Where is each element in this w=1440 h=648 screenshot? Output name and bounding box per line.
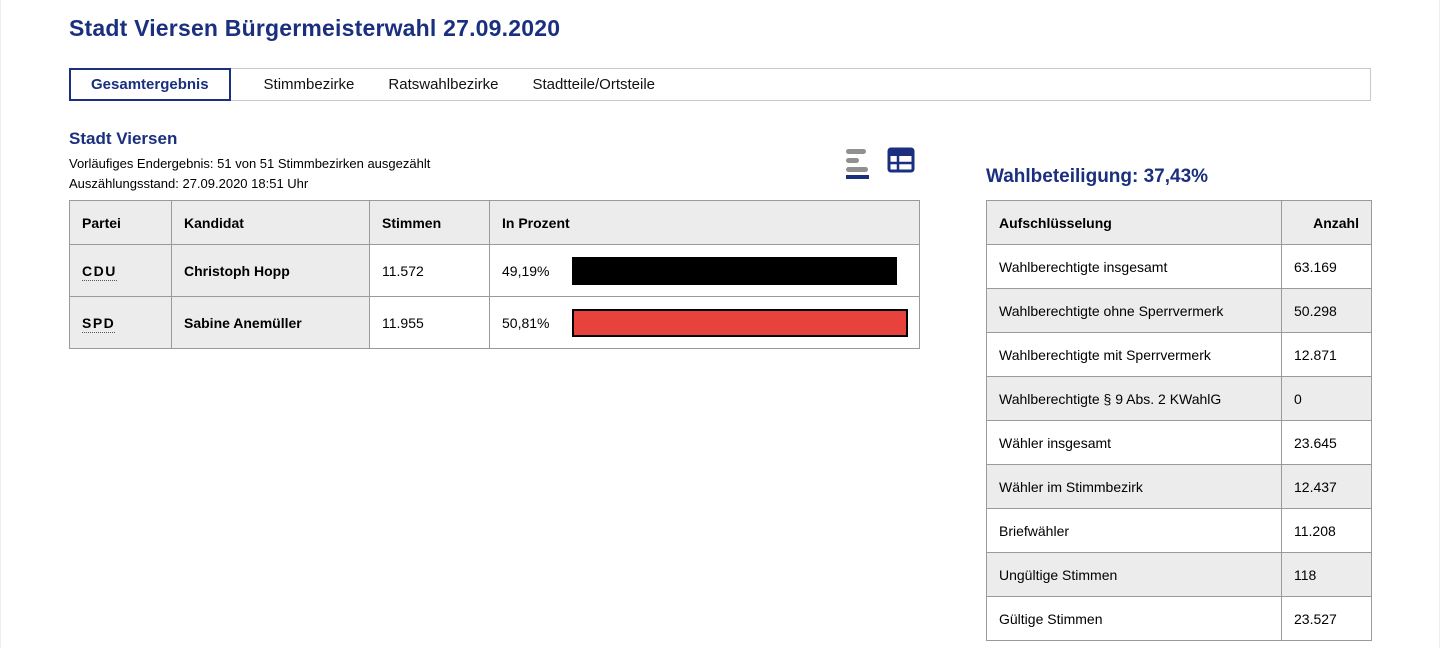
turnout-label: Wähler im Stimmbezirk [987,465,1282,509]
turnout-row [987,377,1372,421]
turnout-row [987,465,1372,509]
turnout-header-row [987,201,1372,245]
turnout-label: Gültige Stimmen [987,597,1282,641]
tab-stadtteile-ortsteile[interactable] [515,69,672,100]
page-title: Stadt Viersen Bürgermeisterwahl 27.09.2020 [69,15,561,41]
turnout-value: 12.871 [1282,333,1372,377]
results-table [69,200,920,349]
turnout-value: 0 [1282,377,1372,421]
status-counted: Vorläufiges Endergebnis: 51 von 51 Stimmbezirken ausgezählt [69,156,431,171]
turnout-value: 11.208 [1282,509,1372,553]
result-bar-cdu [572,257,897,285]
tab-bar [69,68,1371,101]
turnout-label: Briefwähler [987,509,1282,553]
party-abbr: CDU [82,262,117,279]
col-header-in-prozent: In Prozent [490,201,920,245]
turnout-label: Ungültige Stimmen [987,553,1282,597]
candidate-cell: Christoph Hopp [172,245,370,297]
turnout-value: 23.527 [1282,597,1372,641]
results-table-container [69,200,920,349]
result-bar-spd [572,309,908,337]
turnout-label: Wahlberechtigte insgesamt [987,245,1282,289]
tab-ratswahlbezirke[interactable] [371,69,515,100]
col-header-aufschluesselung: Aufschlüsselung [987,201,1282,245]
tab-gesamtergebnis[interactable] [69,68,231,101]
view-toggles [844,146,915,185]
turnout-row [987,421,1372,465]
votes-cell: 11.572 [370,245,490,297]
col-header-stimmen: Stimmen [370,201,490,245]
turnout-value: 12.437 [1282,465,1372,509]
table-icon [887,146,915,174]
turnout-label: Wahlberechtigte ohne Sperrvermerk [987,289,1282,333]
turnout-label: Wahlberechtigte mit Sperrvermerk [987,333,1282,377]
turnout-label: Wahlberechtigte § 9 Abs. 2 KWahlG [987,377,1282,421]
party-cell [70,297,172,349]
turnout-value: 118 [1282,553,1372,597]
table-view-button[interactable] [887,146,915,179]
turnout-value: 63.169 [1282,245,1372,289]
col-header-partei: Partei [70,201,172,245]
turnout-value: 50.298 [1282,289,1372,333]
percent-cell [490,245,920,297]
turnout-heading: Wahlbeteiligung: 37,43% [986,166,1209,187]
bar-chart-icon [844,146,874,180]
percent-label: 50,81% [502,314,550,331]
bar-track [572,257,908,285]
turnout-row [987,289,1372,333]
turnout-table [986,200,1372,641]
turnout-row [987,509,1372,553]
results-header-row [70,201,920,245]
section-heading: Stadt Viersen [69,129,178,148]
turnout-row [987,245,1372,289]
candidate-cell: Sabine Anemüller [172,297,370,349]
tab-label: Ratswahlbezirke [388,76,499,93]
turnout-row [987,553,1372,597]
result-row-spd [70,297,920,349]
col-header-anzahl: Anzahl [1282,201,1372,245]
percent-label: 49,19% [502,262,550,279]
party-cell [70,245,172,297]
bar-track [572,309,908,337]
party-abbr: SPD [82,314,116,331]
turnout-row [987,597,1372,641]
turnout-row [987,333,1372,377]
col-header-kandidat: Kandidat [172,201,370,245]
turnout-label: Wähler insgesamt [987,421,1282,465]
tab-label: Stadtteile/Ortsteile [532,76,656,93]
tab-label: Gesamtergebnis [91,76,209,93]
votes-cell: 11.955 [370,297,490,349]
turnout-value: 23.645 [1282,421,1372,465]
tab-stimmbezirke[interactable] [247,69,372,100]
tab-label: Stimmbezirke [263,76,355,93]
result-row-cdu [70,245,920,297]
chart-view-button[interactable] [844,146,874,185]
status-timestamp: Auszählungsstand: 27.09.2020 18:51 Uhr [69,176,309,191]
percent-cell [490,297,920,349]
turnout-table-container [986,200,1372,641]
